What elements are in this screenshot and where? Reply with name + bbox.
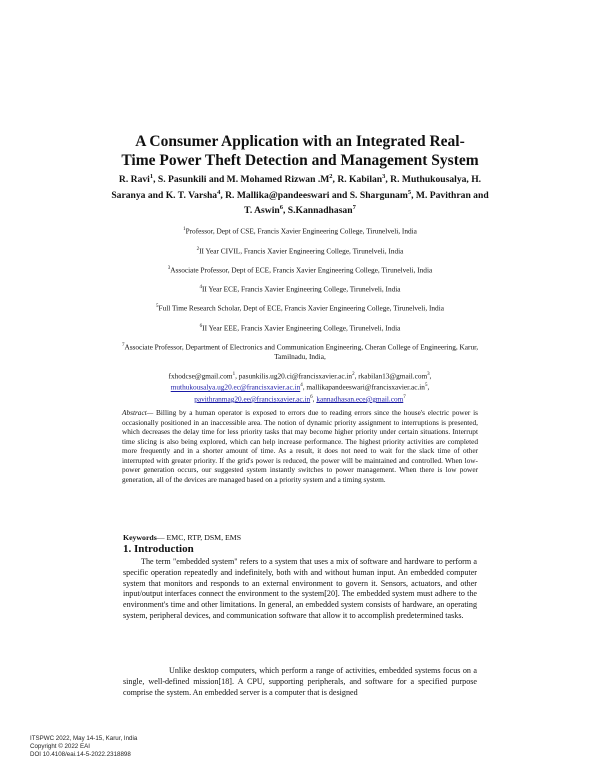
author-sup: 3: [382, 173, 386, 180]
affiliation: $^6$II Year EEE, Francis Xavier Engineering College, Tirunelveli, India: [199, 323, 401, 333]
email-link[interactable]: rkabilan13@gmail.com: [358, 371, 428, 381]
affiliation: $^4$II Year ECE, Francis Xavier Engineering College, Tirunelveli, India: [199, 284, 401, 294]
email-link[interactable]: fxhodcse@gmail.com: [168, 371, 233, 381]
author-sup: 6: [279, 204, 283, 212]
keywords: [123, 533, 241, 542]
author: R. Mallika@pandeeswari and S. Shargunam: [225, 189, 408, 201]
paper-title: [60, 132, 540, 170]
email-list: fxhodcse@gmail.com$^1$, $pasunkilis.ug20.ci@francisxavier.ac.in^2$, rkabilan13@gmail.com$^3$, $muthukousalya.ug20.ec@francisxavier.ac.in^4$, $mallikapandeeswari@francisxavier.ac.in^5$, $pavithranmag20.ee@francisxavier.ac.in^6$, kannadhasan.ece@gmail.com$^7$: [168, 371, 432, 404]
author: M. Pavithran and T. Aswin: [244, 189, 489, 217]
affiliation: $^7$Associate Professor, Department of Electronics and Communication Engineering, Cheran College of Engineering, Karur, Tamilnadu, India,: [121, 342, 479, 362]
author-sup: 7: [352, 204, 356, 212]
title-line-2: Time Power Theft Detection and Management System: [121, 152, 479, 169]
email-link[interactable]: muthukousalya.ug20.ec@francisxavier.ac.in: [170, 382, 301, 392]
page-footer: [30, 735, 137, 759]
author: S.Kannadhasan: [287, 205, 353, 217]
email-link[interactable]: kannadhasan.ece@gmail.com: [316, 394, 404, 404]
author-sup: 1: [149, 173, 154, 180]
email-link[interactable]: pavithranmag20.ee@francisxavier.ac.in: [194, 394, 311, 404]
keywords-label: Keywords: [123, 533, 157, 542]
footer-copyright: Copyright © 2022 EAI: [30, 743, 90, 750]
abstract-text: Billing by a human operator is exposed to errors due to reading errors since the house's electric power is occasionally positioned in an inaccessible area. The notion of dynamic priority assignment to interruptions is presented, which decreases the delay time for less priority tasks that may become higher priority under certain situations. Interrupt time slicing is also being explored, which can help increase performance. The highest priority activities are completed more frequently and in a shorter amount of time. As a result, it does not need to wait for the slack time of other interrupted with greater priority. If the grid's power is reduced, the power will be maintained and controlled. When low-power generation occurs, our suggested system instantly switches to power management. When there is low power generation, all of the devices are managed based on a priority system and a timing system.: [122, 408, 478, 484]
author: R. Muthukousalya, H. Saranya and K. T. Varsha: [111, 174, 482, 201]
body-paragraph: Unlike desktop computers, which perform a range of activities, embedded systems focus on a single, well-defined mission[18]. A CPU, supporting peripherals, and software for a specified purpose comprise the system. An embedded server is a computer that is designed: [123, 666, 477, 697]
author: S. Pasunkili and M. Mohamed Rizwan .M: [157, 174, 330, 186]
affiliation: $^5$Full Time Research Scholar, Dept of ECE, Francis Xavier Engineering College, Tirunelveli, India: [156, 303, 444, 313]
author: R. Kabilan: [337, 174, 383, 186]
email-link[interactable]: mallikapandeeswari@francisxavier.ac.in: [306, 382, 425, 392]
abstract-label: Abstract—: [122, 408, 154, 417]
keywords-text: — EMC, RTP, DSM, EMS: [156, 533, 242, 542]
footer-doi: DOI 10.4108/eai.14-5-2022.2318898: [30, 751, 131, 758]
author-list: R. Ravi$^1$, S. Pasunkili and M. Mohamed Rizwan $.M^2$, R. Kabilan$^3$, R. Muthukousalya, H. Saranya and K. T. Varsha$^4$, R. Mallika@pandeeswari and S. Shargunam$^5$, M. Pavithran and T. Aswin$^6$, S.Kannadhasan$^7$: [111, 173, 489, 217]
author-sup: 5: [407, 188, 412, 196]
title-line-1: A Consumer Application with an Integrated Real-: [135, 133, 465, 150]
affiliation: $^3$Associate Professor, Dept of ECE, Francis Xavier Engineering College, Tirunelveli, India: [167, 265, 433, 275]
body-paragraph: The term "embedded system" refers to a system that uses a mix of software and hardware to perform a specific operation repeatedly and indefinitely, both with and without human input. An embedded computer system that monitors and responds to an external environment to govern it. Sensors, actuators, and other input/output interfaces connect the environment to the system[20]. The embedded system must adhere to the environment's time and other limitations. In general, an embedded system consists of hardware, an operating system, peripheral devices, and communication software that allow it to accomplish predetermined tasks.: [123, 557, 477, 620]
footer-conference: ITSPWC 2022, May 14-15, Karur, India: [30, 735, 138, 742]
abstract: [122, 408, 478, 484]
affiliation: $^2$II Year CIVIL, Francis Xavier Engineering College, Tirunelveli, India: [196, 246, 404, 256]
author: R. Ravi: [118, 174, 150, 186]
section-heading-introduction: 1. Introduction: [123, 543, 194, 555]
email-link[interactable]: pasunkilis.ug20.ci@francisxavier.ac.in: [238, 371, 353, 381]
affiliation: $^1$Professor, Dept of CSE, Francis Xavier Engineering College, Tirunelveli, India: [183, 226, 417, 236]
author-sup: 4: [217, 188, 221, 196]
author-sup: 2: [329, 173, 333, 180]
